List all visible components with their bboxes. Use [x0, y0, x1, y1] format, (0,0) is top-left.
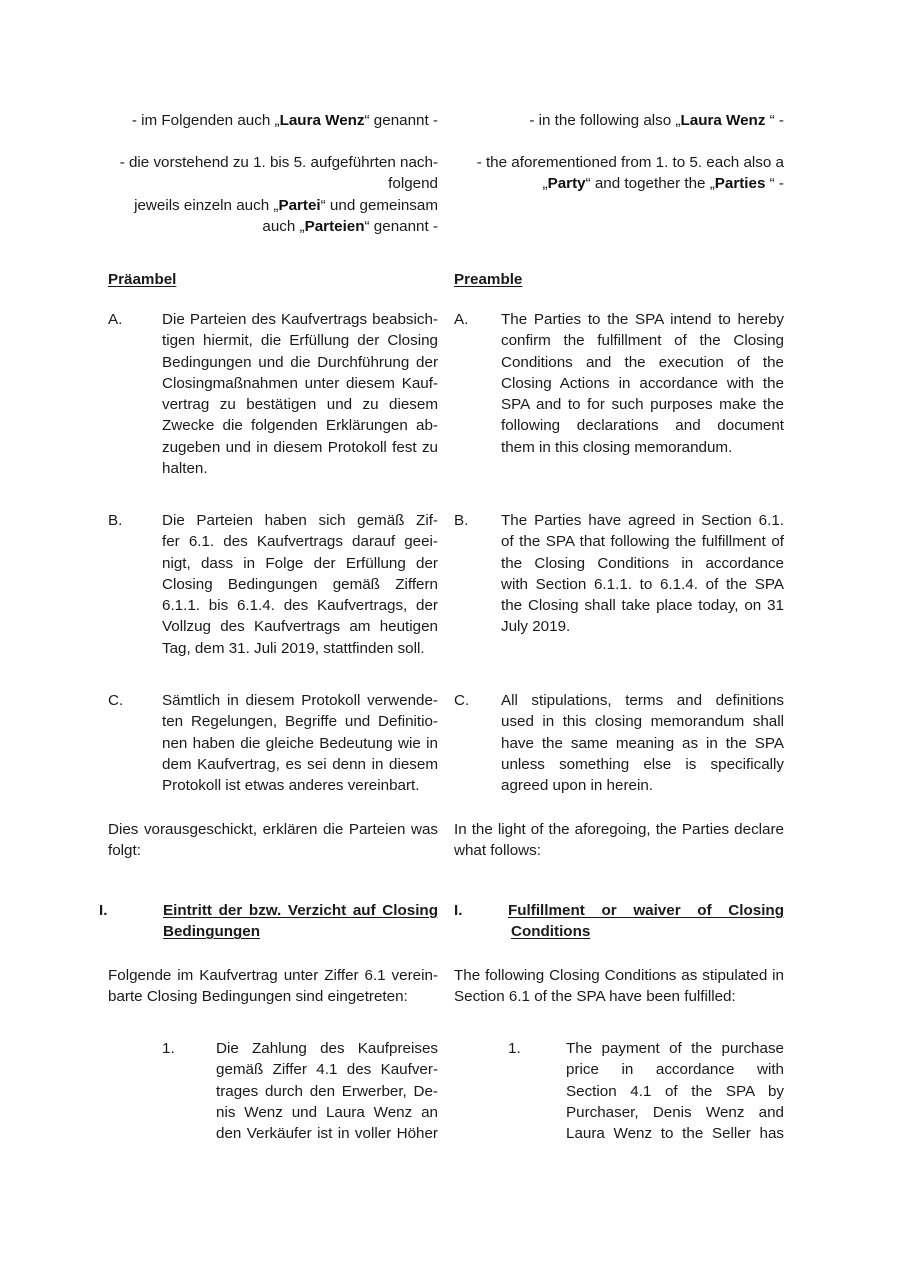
intro-de-parties-block	[108, 152, 438, 237]
text-line: Die Parteien des Kaufvertrags beabsich-	[162, 311, 438, 328]
text-line: nigt, dass in Folge der Erfüllung der	[162, 554, 438, 572]
text: jeweils einzeln auch „	[134, 196, 279, 214]
text-line: zugeben und in diesem Protokoll fest zu	[162, 438, 438, 456]
text-line: den Verkäufer ist in voller Höher	[216, 1125, 438, 1143]
text-line: Closing Actions in accordance with the	[501, 374, 784, 392]
text-line: 6.1.1. bis 6.1.4. des Kaufvertrags, der	[162, 597, 438, 615]
text: „	[542, 175, 548, 193]
text-line: Bedingungen und die Durchführung der	[162, 353, 438, 371]
text-line: confirm the fulfillment of the Closing	[501, 332, 784, 350]
text-line: agreed upon in herein.	[501, 777, 653, 795]
preamble-conclusion-de	[108, 819, 438, 862]
text-line: Conditions	[511, 923, 591, 941]
section-intro-en	[454, 965, 784, 1008]
text-line: fer 6.1. des Kaufvertrags darauf geei-	[162, 533, 438, 551]
preamble-item-a-en	[501, 309, 784, 458]
text-line: The Parties have agreed in Section 6.1.	[501, 512, 784, 529]
preamble-conclusion-en	[454, 819, 784, 862]
text-line: Laura Wenz to the Seller has	[566, 1125, 784, 1143]
text-line: The payment of the purchase	[566, 1040, 784, 1057]
text-line	[108, 195, 438, 216]
text-line: Die Parteien haben sich gemäß Zif-	[162, 512, 438, 529]
text-line: Protokoll ist etwas anderes vereinbart.	[162, 777, 420, 795]
preamble-item-label-de: B.	[108, 512, 123, 529]
text-line: Conditions and the execution of the	[501, 353, 784, 371]
text-line: what follows:	[454, 842, 541, 860]
intro-en-laura-line	[454, 110, 784, 131]
text: - in the following also „	[529, 112, 681, 129]
text: “ genannt -	[364, 112, 438, 129]
text-line: them in this closing memorandum.	[501, 438, 733, 456]
text: “ -	[765, 112, 784, 129]
text-line: trages durch den Erwerber, De-	[216, 1082, 438, 1100]
text-line: All stipulations, terms and definitions	[501, 692, 784, 709]
text-line: Section 6.1 of the SPA have been fulfilled:	[454, 988, 736, 1006]
text-line: - die vorstehend zu 1. bis 5. aufgeführten nach-	[119, 154, 438, 171]
preamble-item-c-de	[162, 690, 438, 796]
text-line: Die Zahlung des Kaufpreises	[216, 1040, 438, 1057]
defined-term: Partei	[278, 196, 321, 214]
text: “ und gemeinsam	[320, 196, 438, 214]
text: “ genannt -	[364, 217, 438, 235]
condition-item-label-en: 1.	[508, 1040, 521, 1057]
text-line: Fulfillment or waiver of Closing	[508, 902, 784, 919]
preamble-item-a-de	[162, 309, 438, 479]
text-line: of the SPA that following the fulfillment of	[501, 533, 784, 551]
preamble-heading-de: Präambel	[108, 271, 177, 288]
text-line: barte Closing Bedingungen sind eingetreten:	[108, 988, 408, 1006]
defined-term: Laura Wenz	[279, 112, 365, 129]
section-heading-de	[163, 900, 438, 943]
text-line: Vollzug des Kaufvertrags am heutigen	[162, 618, 438, 636]
text-line: dem Kaufvertrag, es sei denn in diesem	[162, 755, 438, 773]
condition-item-label-de: 1.	[162, 1040, 175, 1057]
text-line	[108, 216, 438, 237]
section-intro-de	[108, 965, 438, 1008]
text-line: have the same meaning as in the SPA	[501, 734, 784, 752]
defined-term: Parteien	[304, 217, 365, 235]
text-line: Zwecke die folgenden Erklärungen ab-	[162, 417, 438, 435]
condition-item-1-de	[216, 1038, 438, 1144]
text-line: ten Regelungen, Begriffe und Definitio-	[162, 713, 438, 731]
text: “ -	[765, 175, 784, 193]
text: “ and together the „	[585, 175, 715, 193]
preamble-item-label-de: A.	[108, 311, 123, 328]
preamble-item-label-de: C.	[108, 692, 124, 709]
section-heading-en	[508, 900, 784, 943]
text-line: - the aforementioned from 1. to 5. each also a	[476, 154, 784, 171]
text-line: folgt:	[108, 842, 141, 860]
text: auch „	[262, 217, 305, 235]
text-line: with Section 6.1.1. to 6.1.4. of the SPA	[501, 575, 784, 593]
text-line: SPA and to for such purposes make the	[501, 396, 784, 414]
text: - im Folgenden auch „	[131, 112, 280, 129]
text-line: Purchaser, Denis Wenz and	[566, 1103, 784, 1121]
intro-en-parties-block	[454, 152, 784, 195]
text-line: nen haben die gleiche Bedeutung wie in	[162, 734, 438, 752]
condition-item-1-en	[566, 1038, 784, 1144]
section-number-de: I.	[99, 902, 108, 919]
defined-term: Party	[547, 175, 586, 193]
text-line: following declarations and document	[501, 417, 784, 435]
text-line: The Parties to the SPA intend to hereby	[501, 311, 784, 328]
text-line: price in accordance with	[566, 1061, 784, 1079]
preamble-item-b-en	[501, 510, 784, 638]
text-line: vertrag zu bestätigen und zu diesem	[162, 396, 438, 414]
preamble-item-c-en	[501, 690, 784, 796]
text-line: Closing Bedingungen gemäß Ziffern	[162, 575, 438, 593]
defined-term: Parties	[714, 175, 766, 193]
text-line: Folgende im Kaufvertrag unter Ziffer 6.1 verein-	[108, 967, 438, 984]
text-line: Dies vorausgeschickt, erklären die Parteien was	[108, 821, 438, 838]
text-line: Section 4.1 of the SPA by	[566, 1082, 784, 1100]
preamble-heading-en: Preamble	[454, 271, 523, 288]
text-line: Closingmaßnahmen unter diesem Kauf-	[162, 374, 438, 392]
text-line: folgend	[388, 175, 438, 193]
section-number-en: I.	[454, 902, 463, 919]
text-line	[454, 173, 784, 194]
text-line: halten.	[162, 460, 208, 478]
text-line: tigen hiermit, die Erfüllung der Closing	[162, 332, 438, 350]
text-line: unless something else is specifically	[501, 755, 784, 773]
defined-term: Laura Wenz	[680, 112, 766, 129]
text-line: Bedingungen	[163, 923, 261, 941]
text-line: In the light of the aforegoing, the Parties declare	[454, 821, 784, 838]
preamble-item-label-en: B.	[454, 512, 469, 529]
intro-de-laura-line	[108, 110, 438, 131]
preamble-item-label-en: A.	[454, 311, 469, 328]
text-line: Sämtlich in diesem Protokoll verwende-	[162, 692, 438, 709]
text-line: used in this closing memorandum shall	[501, 713, 784, 731]
text-line: gemäß Ziffer 4.1 des Kaufver-	[216, 1061, 438, 1079]
text-line: Tag, dem 31. Juli 2019, stattfinden soll.	[162, 639, 425, 657]
text-line: Eintritt der bzw. Verzicht auf Closing	[163, 902, 438, 919]
text-line: the Closing shall take place today, on 31	[501, 597, 784, 615]
preamble-item-label-en: C.	[454, 692, 470, 709]
text-line: The following Closing Conditions as stipulated in	[454, 967, 784, 984]
text-line: July 2019.	[501, 618, 571, 636]
text-line: the Closing Conditions in accordance	[501, 554, 784, 572]
preamble-item-b-de	[162, 510, 438, 659]
text-line: nis Wenz und Laura Wenz an	[216, 1103, 438, 1121]
